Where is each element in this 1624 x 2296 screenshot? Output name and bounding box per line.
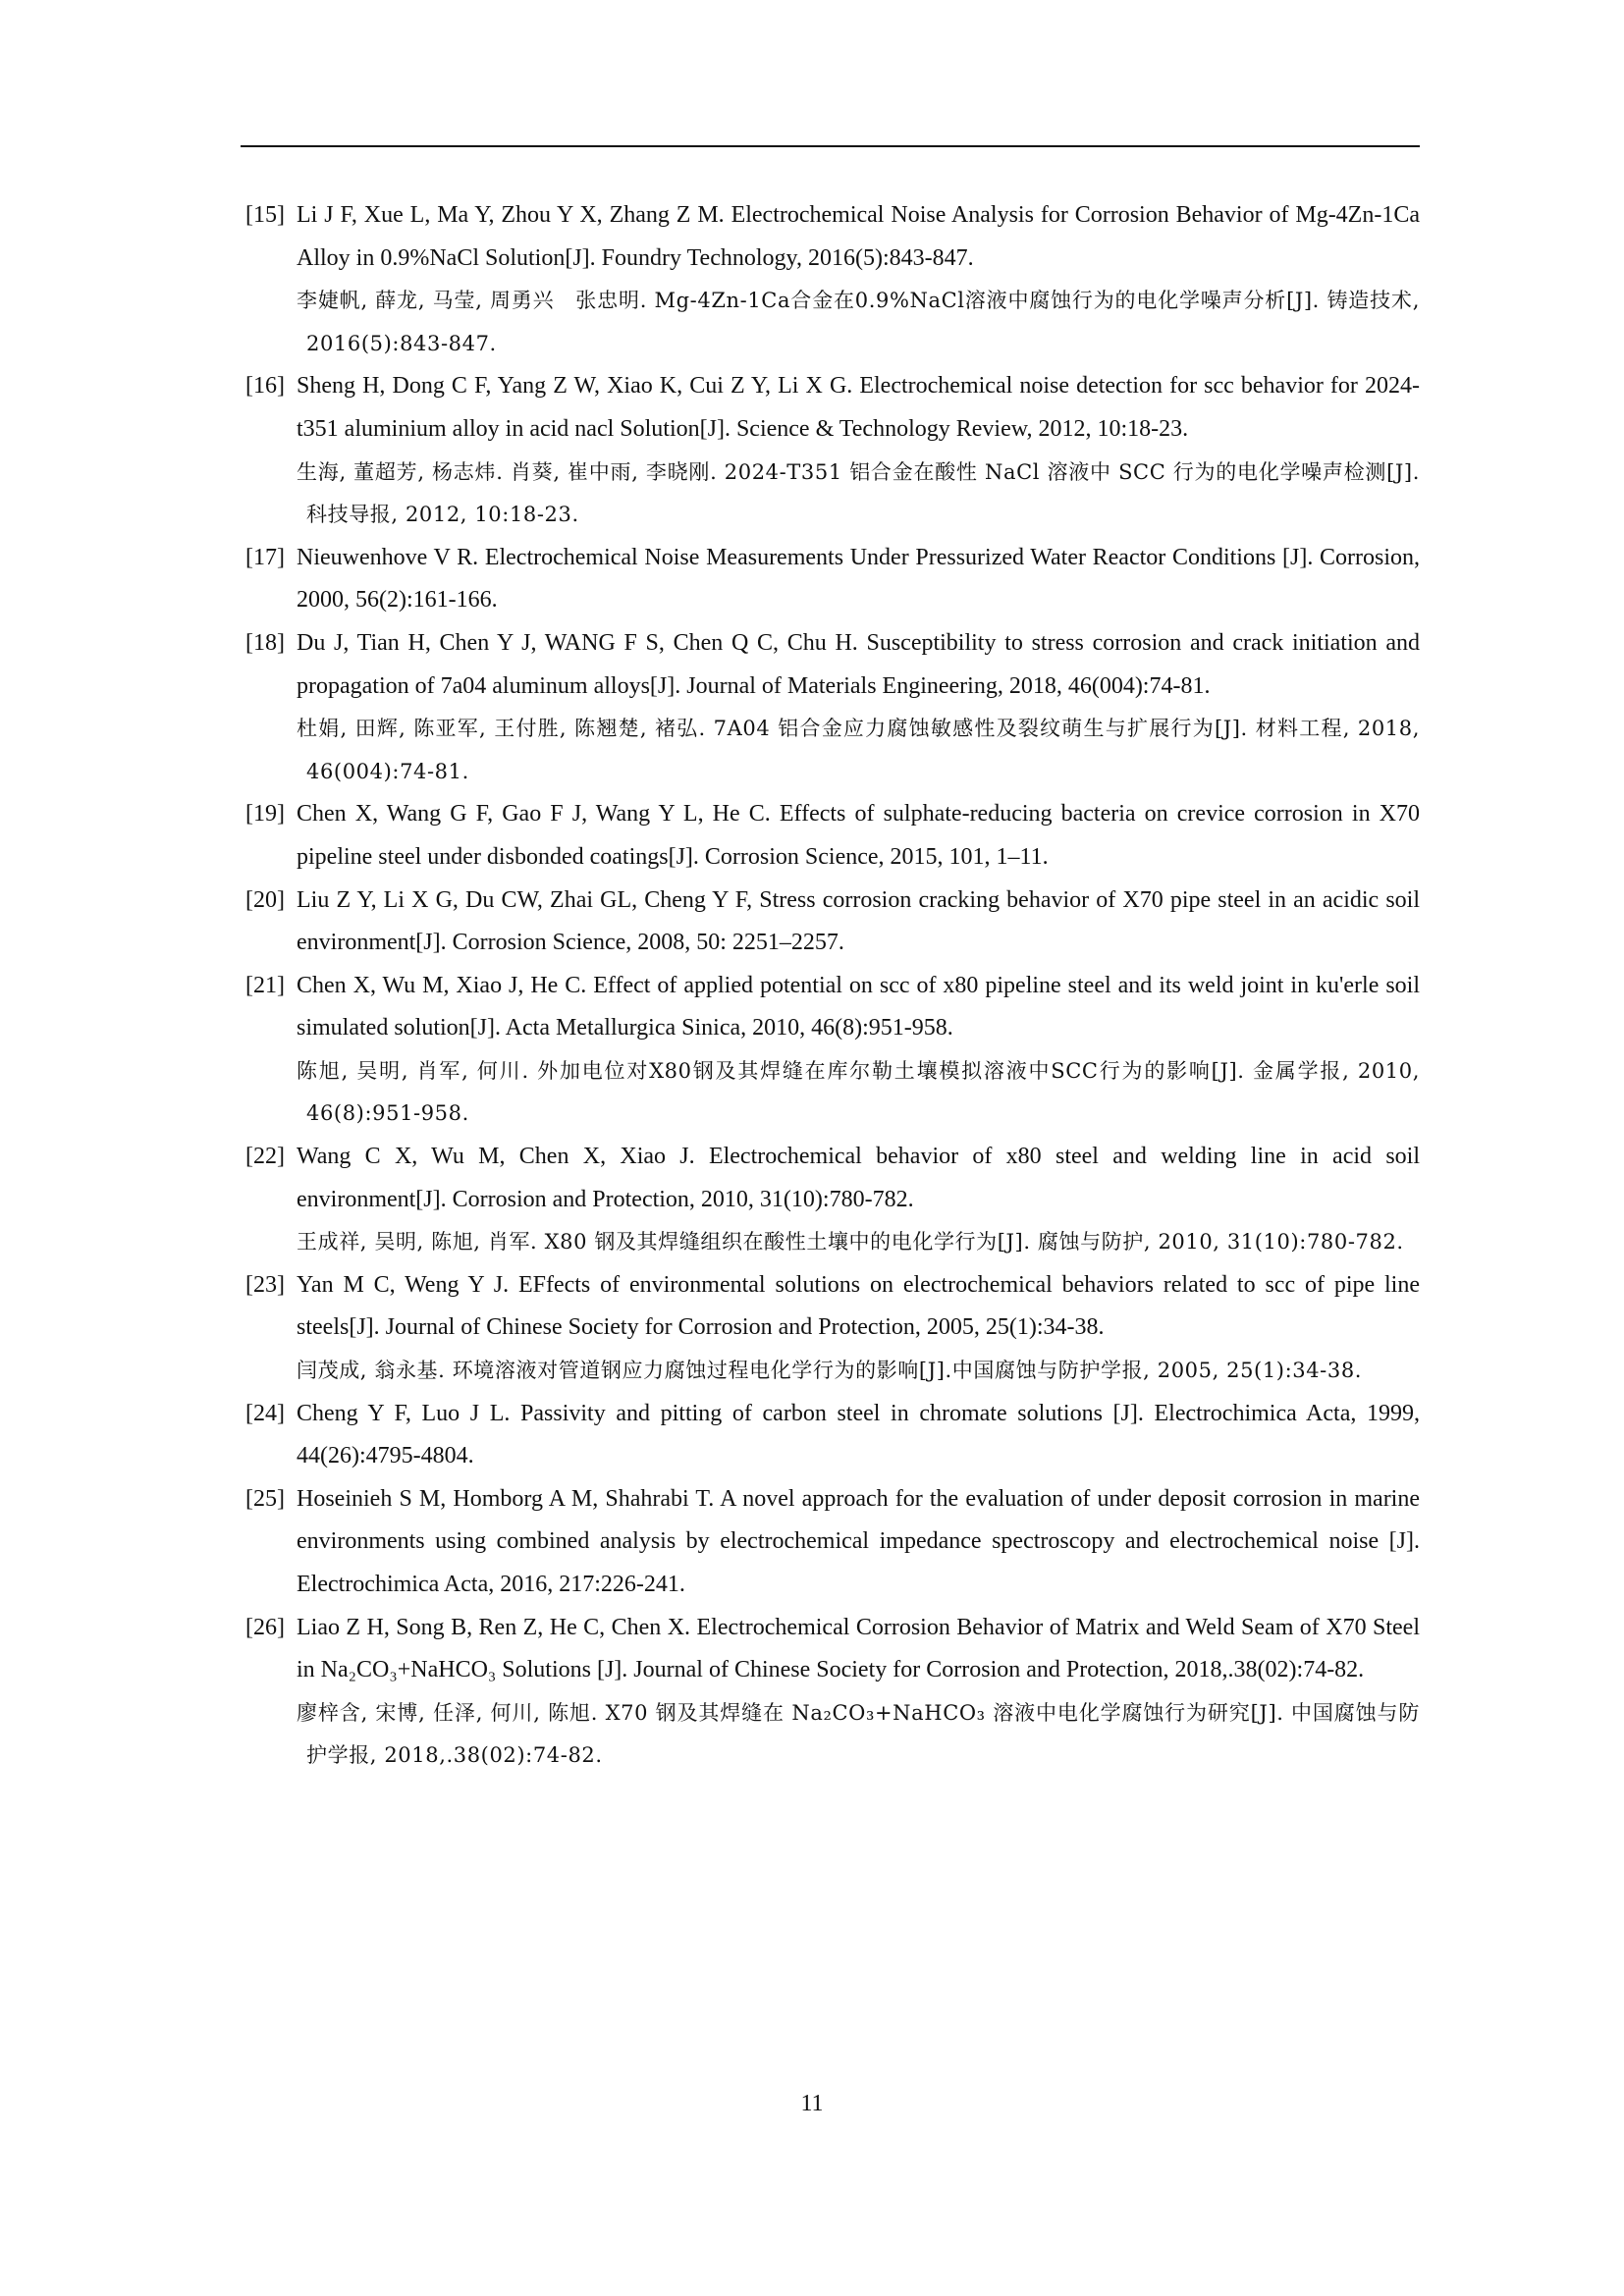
reference-english-text: Yan M C, Weng Y J. EFfects of environmental solutions on electrochemical behaviors related to scc of pipe line steels[J]. Journal of Chinese Society for Corrosion and Protection, 2005, 25(1):34-38. <box>297 1271 1420 1341</box>
reference-list <box>245 194 1420 1778</box>
reference-number: [26] <box>245 1614 285 1640</box>
reference-15 <box>245 194 1420 365</box>
reference-19 <box>245 793 1420 879</box>
reference-20 <box>245 880 1420 965</box>
reference-english <box>245 880 1420 965</box>
reference-chinese: 廖梓含, 宋博, 任泽, 何川, 陈旭. X70 钢及其焊缝在 Na₂CO₃+NaHCO₃ 溶液中电化学腐蚀行为研究[J]. 中国腐蚀与防护学报, 2018,.38(02):74-82. <box>297 1700 1420 1768</box>
reference-english-text: Nieuwenhove V R. Electrochemical Noise Measurements Under Pressurized Water Reactor Conditions [J]. Corrosion, 2000, 56(2):161-166. <box>297 544 1420 614</box>
reference-number: [19] <box>245 801 285 828</box>
reference-number: [22] <box>245 1144 285 1170</box>
reference-number: [17] <box>245 544 285 570</box>
reference-chinese: 王成祥, 吴明, 陈旭, 肖军. X80 钢及其焊缝组织在酸性土壤中的电化学行为[J]. 腐蚀与防护, 2010, 31(10):780-782. <box>297 1230 1404 1255</box>
reference-chinese: 生海, 董超芳, 杨志炜. 肖葵, 崔中雨, 李晓刚. 2024-T351 铝合金在酸性 NaCl 溶液中 SCC 行为的电化学噪声检测[J]. 科技导报, 2012, 10:18-23. <box>297 459 1420 527</box>
reference-english-text: Du J, Tian H, Chen Y J, WANG F S, Chen Q C, Chu H. Susceptibility to stress corrosion and crack initiation and propagation of 7a04 aluminum alloys[J]. Journal of Materials Engineering, 2018, 46(004):74-81. <box>297 629 1420 699</box>
reference-english <box>245 1136 1420 1221</box>
reference-english-text: Wang C X, Wu M, Chen X, Xiao J. Electrochemical behavior of x80 steel and welding line in acid soil environment[J]. Corrosion and Protection, 2010, 31(10):780-782. <box>297 1144 1420 1212</box>
reference-number: [16] <box>245 373 285 400</box>
reference-english <box>245 793 1420 879</box>
reference-english-text: Cheng Y F, Luo J L. Passivity and pitting of carbon steel in chromate solutions [J]. Electrochimica Acta, 1999, 44(26):4795-4804. <box>297 1400 1420 1469</box>
reference-english <box>245 365 1420 451</box>
reference-number: [25] <box>245 1485 285 1512</box>
reference-english <box>245 194 1420 280</box>
reference-number: [20] <box>245 886 285 913</box>
reference-23 <box>245 1264 1420 1393</box>
reference-english <box>245 622 1420 708</box>
reference-number: [23] <box>245 1271 285 1298</box>
reference-21 <box>245 965 1420 1136</box>
reference-chinese: 李婕帆, 薛龙, 马莹, 周勇兴 张忠明. Mg-4Zn-1Ca合金在0.9%NaCl溶液中腐蚀行为的电化学噪声分析[J]. 铸造技术, 2016(5):843-847. <box>297 289 1420 355</box>
reference-english <box>245 1264 1420 1350</box>
reference-english-text: Chen X, Wu M, Xiao J, He C. Effect of applied potential on scc of x80 pipeline steel and its weld joint in ku'erle soil simulated solution[J]. Acta Metallurgica Sinica, 2010, 46(8):951-958. <box>297 972 1420 1041</box>
reference-number: [24] <box>245 1400 285 1426</box>
reference-18 <box>245 622 1420 793</box>
reference-english <box>245 1393 1420 1478</box>
reference-chinese: 陈旭, 吴明, 肖军, 何川. 外加电位对X80钢及其焊缝在库尔勒土壤模拟溶液中SCC行为的影响[J]. 金属学报, 2010, 46(8):951-958. <box>297 1058 1420 1126</box>
reference-english-text: Sheng H, Dong C F, Yang Z W, Xiao K, Cui Z Y, Li X G. Electrochemical noise detection for scc behavior for 2024-t351 aluminium alloy in acid nacl Solution[J]. Science & Technology Review, 2012, 10:18-23. <box>297 373 1420 442</box>
reference-25 <box>245 1478 1420 1607</box>
reference-english <box>245 537 1420 622</box>
page-number: 11 <box>800 2091 824 2116</box>
reference-number: [21] <box>245 972 285 998</box>
reference-24 <box>245 1393 1420 1478</box>
reference-english <box>245 965 1420 1050</box>
reference-17 <box>245 537 1420 622</box>
reference-22 <box>245 1136 1420 1264</box>
reference-16 <box>245 365 1420 536</box>
reference-english-text: Liao Z H, Song B, Ren Z, He C, Chen X. Electrochemical Corrosion Behavior of Matrix and Weld Seam of X70 Steel in Na₂CO₃+NaHCO₃ Solutions [J]. Journal of Chinese Society for Corrosion and Protection, 2018,.38(02):74-82. <box>297 1614 1420 1683</box>
reference-english <box>245 1478 1420 1607</box>
reference-number: [15] <box>245 202 285 228</box>
reference-26 <box>245 1607 1420 1778</box>
reference-english-text: Chen X, Wang G F, Gao F J, Wang Y L, He C. Effects of sulphate-reducing bacteria on crevice corrosion in X70 pipeline steel under disbonded coatings[J]. Corrosion Science, 2015, 101, 1–11. <box>297 801 1420 870</box>
header-rule <box>241 145 1420 147</box>
reference-english <box>245 1607 1420 1692</box>
reference-number: [18] <box>245 629 285 656</box>
reference-english-text: Hoseinieh S M, Homborg A M, Shahrabi T. A novel approach for the evaluation of under deposit corrosion in marine environments using combined analysis by electrochemical impedance spectroscopy and electrochemical noise [J]. Electrochimica Acta, 2016, 217:226-241. <box>297 1485 1420 1597</box>
reference-english-text: Li J F, Xue L, Ma Y, Zhou Y X, Zhang Z M. Electrochemical Noise Analysis for Corrosion Behavior of Mg-4Zn-1Ca Alloy in 0.9%NaCl Solution[J]. Foundry Technology, 2016(5):843-847. <box>297 202 1420 271</box>
reference-chinese: 杜娟, 田辉, 陈亚军, 王付胜, 陈翘楚, 褚弘. 7A04 铝合金应力腐蚀敏感性及裂纹萌生与扩展行为[J]. 材料工程, 2018, 46(004):74-81. <box>297 717 1420 783</box>
reference-english-text: Liu Z Y, Li X G, Du CW, Zhai GL, Cheng Y F, Stress corrosion cracking behavior of X70 pipe steel in an acidic soil environment[J]. Corrosion Science, 2008, 50: 2251–2257. <box>297 886 1420 956</box>
reference-chinese: 闫茂成, 翁永基. 环境溶液对管道钢应力腐蚀过程电化学行为的影响[J].中国腐蚀与防护学报, 2005, 25(1):34-38. <box>297 1359 1363 1383</box>
